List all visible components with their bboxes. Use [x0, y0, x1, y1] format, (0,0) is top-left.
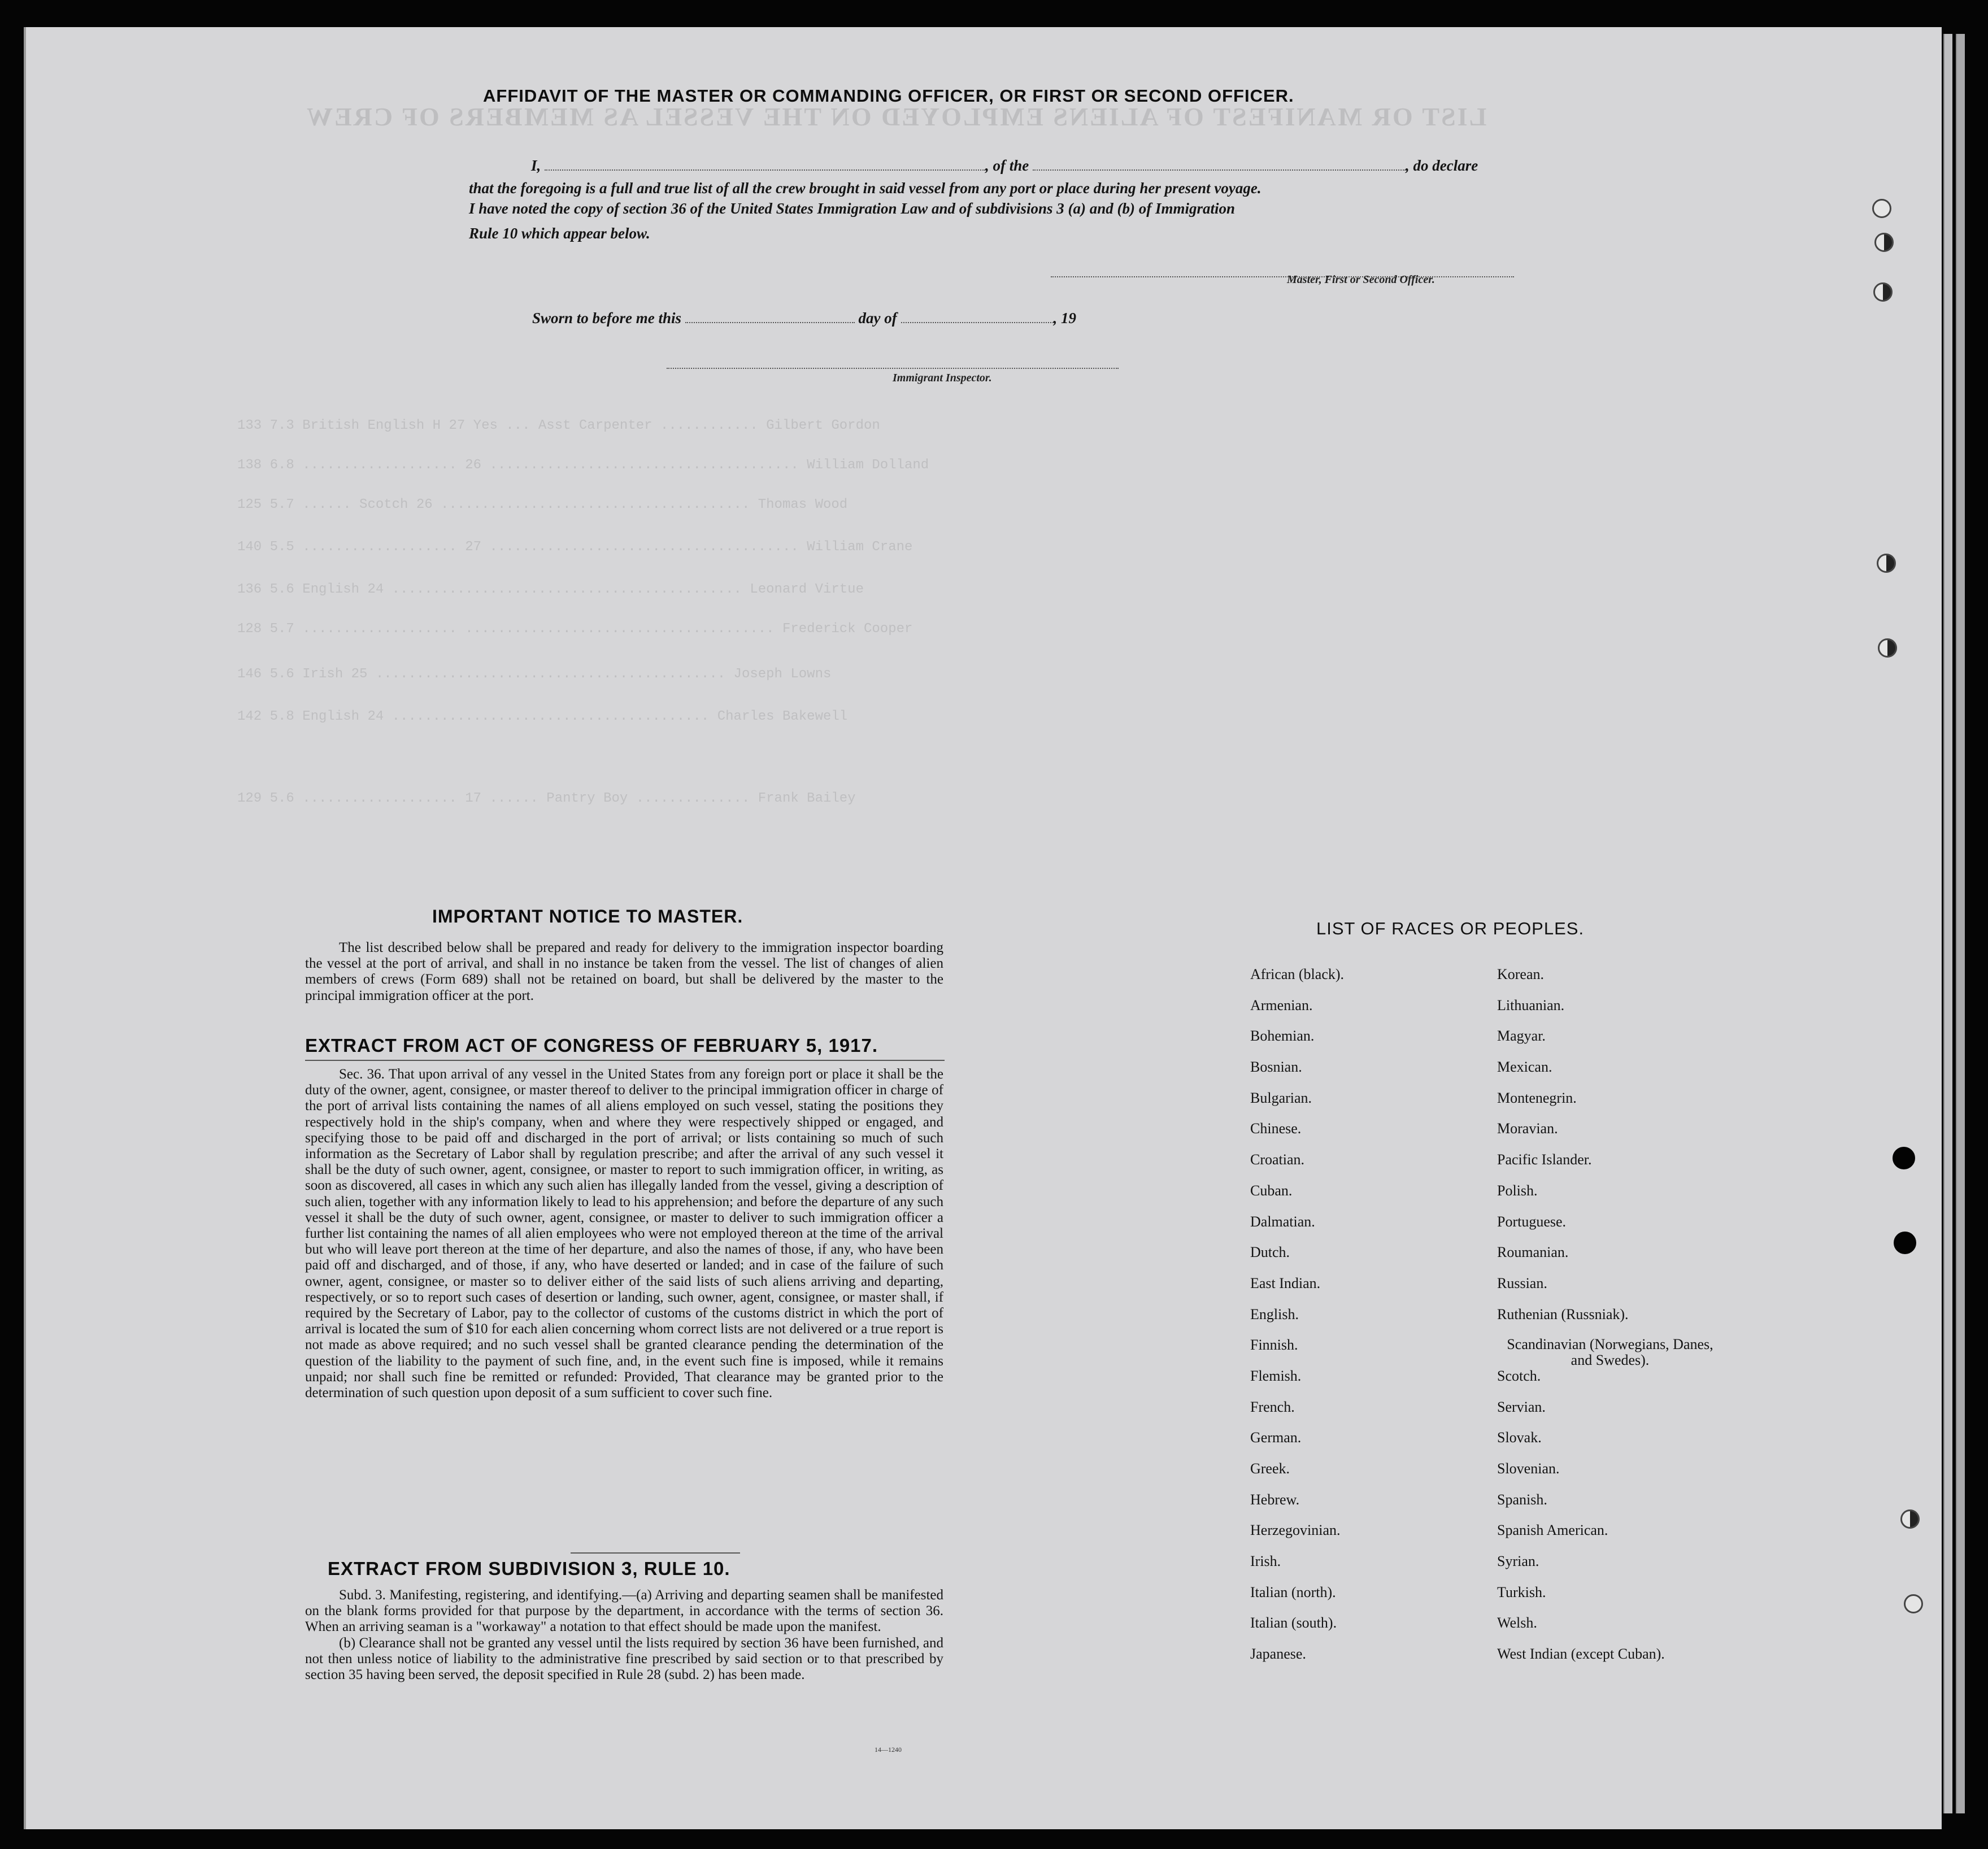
inspector-signature-line[interactable]	[667, 362, 1119, 372]
divider	[305, 1060, 945, 1061]
declaration-line-3: I have noted the copy of section 36 of the United States Immigration Law and of subdivisions 3 (a) and (b) of Immigration	[469, 200, 1236, 217]
race-item: Bulgarian.	[1250, 1089, 1312, 1106]
divider	[571, 1552, 740, 1554]
declarant-name-field[interactable]	[545, 166, 985, 171]
race-item: Irish.	[1250, 1553, 1281, 1570]
page-edge	[1943, 34, 1952, 1813]
master-signature-label: Master, First or Second Officer.	[1287, 273, 1435, 286]
race-item: Croatian.	[1250, 1151, 1305, 1168]
subdivision-a-text: Subd. 3. Manifesting, registering, and identifying.—(a) Arriving and departing seamen shall be manifested on the blank forms provided for that purpose by the department, in accordance with the terms of section 36. When an arriving seaman is a "workaway" a notation to that effect should be made upon the manifest.	[305, 1587, 943, 1635]
races-title: LIST OF RACES OR PEOPLES.	[1316, 919, 1585, 938]
notice-title: IMPORTANT NOTICE TO MASTER.	[432, 906, 743, 926]
race-item: Finnish.	[1250, 1337, 1298, 1354]
race-item: Dutch.	[1250, 1244, 1290, 1261]
binder-hole	[1900, 1509, 1920, 1529]
bleed-through-row: 142 5.8 English 24 ....................................... Charles Bakewell	[237, 709, 848, 724]
races-column-1	[1250, 966, 1344, 1677]
bleed-through-title: LIST OR MANIFEST OF ALIENS EMPLOYED ON THE VESSEL AS MEMBERS OF CREW	[305, 102, 1487, 131]
race-item: Scandinavian (Norwegians, Danes, and Swedes).	[1507, 1336, 1713, 1369]
binder-hole	[1893, 1147, 1915, 1169]
race-item: Welsh.	[1497, 1615, 1537, 1632]
act-extract-block	[305, 1067, 943, 1401]
binder-hole	[1904, 1594, 1923, 1613]
race-item: Turkish.	[1497, 1583, 1546, 1600]
race-item: Polish.	[1497, 1182, 1538, 1199]
notice-text-block	[305, 940, 943, 1004]
race-item: Herzegovinian.	[1250, 1522, 1341, 1539]
bleed-through-row: 138 6.8 ................... 26 ...................................... William Dolland	[237, 458, 929, 473]
inspector-label: Immigrant Inspector.	[893, 372, 992, 384]
race-item: Spanish American.	[1497, 1522, 1608, 1539]
race-item: Hebrew.	[1250, 1491, 1300, 1508]
declarant-label: I,	[531, 157, 541, 174]
sworn-day-field[interactable]	[685, 319, 855, 323]
race-item: Russian.	[1497, 1274, 1547, 1291]
section-36-text: Sec. 36. That upon arrival of any vessel in the United States from any foreign port or place it shall be the duty of the owner, agent, consignee, or master thereof to deliver to the principal immigration officer in charge of the port of arrival lists containing the names of all aliens employed on such vessel, stating the positions they respectively hold in the ship's company, when and where they were respectively shipped or engaged, and specifying those to be paid off and discharged in the port of arrival; or lists containing so much of such information as the Secretary of Labor shall by regulation prescribe; and after the arrival of any such vessel it shall be the duty of such owner, agent, consignee, or master to report to such immigration officer, in writing, as soon as discovered, all cases in which any such alien has illegally landed from the vessel, giving a description of such alien, together with any information likely to lead to his apprehension; and before the departure of any such vessel it shall be the duty of such owner, agent, consignee, or master to deliver to such immigration officer a further list containing the names of all alien employees who were not employed thereon at the time of the arrival but who will leave port thereon at the time of her departure, and also the names of those, if any, who have been paid off and discharged, and of those, if any, who have deserted or landed; and in case of the failure of such owner, agent, consignee, or master so to deliver either of the said lists of such aliens arriving and departing, respectively, or so to report such cases of desertion or landing, such owner, agent, consignee, or master shall, if required by the Secretary of Labor, pay to the collector of customs of the customs district in which the port of arrival is located the sum of $10 for each alien concerning whom correct lists are not delivered or a true report is not made as above required; and no such vessel shall be granted clearance pending the determination of the question of the liability to the payment of such fine, and, in the event such fine is imposed, while it remains unpaid; nor shall such fine be remitted or refunded: Provided, That clearance may be granted prior to the determination of such question upon deposit of a sum sufficient to cover such fine.	[305, 1067, 943, 1401]
race-item: African (black).	[1250, 966, 1345, 982]
race-item: Cuban.	[1250, 1182, 1293, 1199]
race-item: Bohemian.	[1250, 1028, 1315, 1045]
race-item: Pacific Islander.	[1497, 1151, 1592, 1168]
sworn-month-field[interactable]	[901, 319, 1054, 323]
declare-label: , do declare	[1406, 157, 1478, 174]
race-item: Magyar.	[1497, 1028, 1546, 1045]
race-item: Korean.	[1497, 966, 1545, 982]
race-item: Chinese.	[1250, 1120, 1302, 1137]
race-item: West Indian (except Cuban).	[1497, 1646, 1665, 1663]
race-item: Flemish.	[1250, 1367, 1302, 1384]
bleed-through-row: 125 5.7 ...... Scotch 26 ...................................... Thomas Wood	[237, 497, 848, 512]
race-item: Portuguese.	[1497, 1213, 1567, 1230]
race-item: Scotch.	[1497, 1367, 1541, 1384]
race-item: East Indian.	[1250, 1274, 1321, 1291]
race-item: German.	[1250, 1429, 1302, 1446]
race-item: Moravian.	[1497, 1120, 1558, 1137]
race-item: Servian.	[1497, 1398, 1546, 1415]
rule-extract-block	[305, 1587, 943, 1683]
bleed-through-row: 129 5.6 ................... 17 ...... Pantry Boy .............. Frank Bailey	[237, 791, 856, 806]
affidavit-title: AFFIDAVIT OF THE MASTER OR COMMANDING OFFICER, OR FIRST OR SECOND OFFICER.	[483, 86, 1294, 106]
race-item: Japanese.	[1250, 1646, 1306, 1663]
binder-hole	[1872, 199, 1891, 218]
race-item: Greek.	[1250, 1460, 1290, 1477]
vessel-name-field[interactable]	[1033, 166, 1406, 171]
act-extract-title: EXTRACT FROM ACT OF CONGRESS OF FEBRUARY 5, 1917.	[305, 1035, 878, 1056]
binder-hole	[1874, 233, 1894, 252]
form-code: 14—1240	[875, 1746, 902, 1754]
bleed-through-row: 133 7.3 British English H 27 Yes ... Asst Carpenter ............ Gilbert Gordon	[237, 418, 880, 433]
race-item: Montenegrin.	[1497, 1089, 1577, 1106]
declaration-line-1	[531, 154, 1478, 177]
notice-paragraph: The list described below shall be prepared and ready for delivery to the immigration inspector boarding the vessel at the port of arrival, and shall in no instance be taken from the vessel. The list of changes of alien members of crews (Form 689) shall not be retained on board, but shall be delivered by the master to the principal immigration officer at the port.	[305, 940, 943, 1003]
binder-hole	[1873, 282, 1893, 302]
race-item: Lithuanian.	[1497, 997, 1565, 1013]
page-edge	[1956, 34, 1965, 1813]
race-item: Spanish.	[1497, 1491, 1547, 1508]
sworn-label: Sworn to before me this	[532, 310, 682, 327]
race-item: Dalmatian.	[1250, 1213, 1315, 1230]
race-item: English.	[1250, 1306, 1299, 1322]
master-signature-line[interactable]	[1051, 270, 1514, 280]
day-of-label: day of	[858, 310, 897, 327]
bleed-through-row: 128 5.7 ................... ...................................... Frederick Cooper	[237, 621, 913, 637]
race-item: Italian (south).	[1250, 1615, 1337, 1632]
race-item: Bosnian.	[1250, 1059, 1302, 1076]
race-item: French.	[1250, 1398, 1295, 1415]
bleed-through-row: 136 5.6 English 24 ........................................... Leonard Virtue	[237, 582, 864, 597]
race-item: Mexican.	[1497, 1059, 1552, 1076]
subdivision-b-text: (b) Clearance shall not be granted any vessel until the lists required by section 36 have been furnished, and not then unless notice of liability to the administrative fine prescribed by said section or to that prescribed by section 35 having been served, the deposit specified in Rule 28 (subd. 2) has been made.	[305, 1635, 943, 1683]
race-item: Slovak.	[1497, 1429, 1542, 1446]
sworn-line	[532, 306, 1076, 330]
race-item: Roumanian.	[1497, 1244, 1569, 1261]
declaration-line-2: that the foregoing is a full and true list of all the crew brought in said vessel from any port or place during her present voyage.	[469, 180, 1261, 197]
bleed-through-row: 146 5.6 Irish 25 ........................................... Joseph Lowns	[237, 667, 832, 682]
binder-hole	[1894, 1232, 1916, 1254]
race-item: Slovenian.	[1497, 1460, 1560, 1477]
bleed-through-row: 140 5.5 ................... 27 ...................................... William Crane	[237, 540, 913, 555]
binder-hole	[1878, 638, 1897, 658]
binder-hole	[1877, 554, 1896, 573]
race-item: Ruthenian (Russniak).	[1497, 1306, 1629, 1322]
race-item: Syrian.	[1497, 1553, 1539, 1570]
year-label: , 19	[1053, 310, 1077, 327]
races-column-2	[1497, 966, 1723, 1677]
rule-extract-title: EXTRACT FROM SUBDIVISION 3, RULE 10.	[328, 1558, 730, 1579]
declaration-line-4: Rule 10 which appear below.	[469, 225, 650, 242]
race-item: Armenian.	[1250, 997, 1313, 1013]
race-item: Italian (north).	[1250, 1583, 1336, 1600]
vessel-of-label: , of the	[985, 157, 1029, 174]
